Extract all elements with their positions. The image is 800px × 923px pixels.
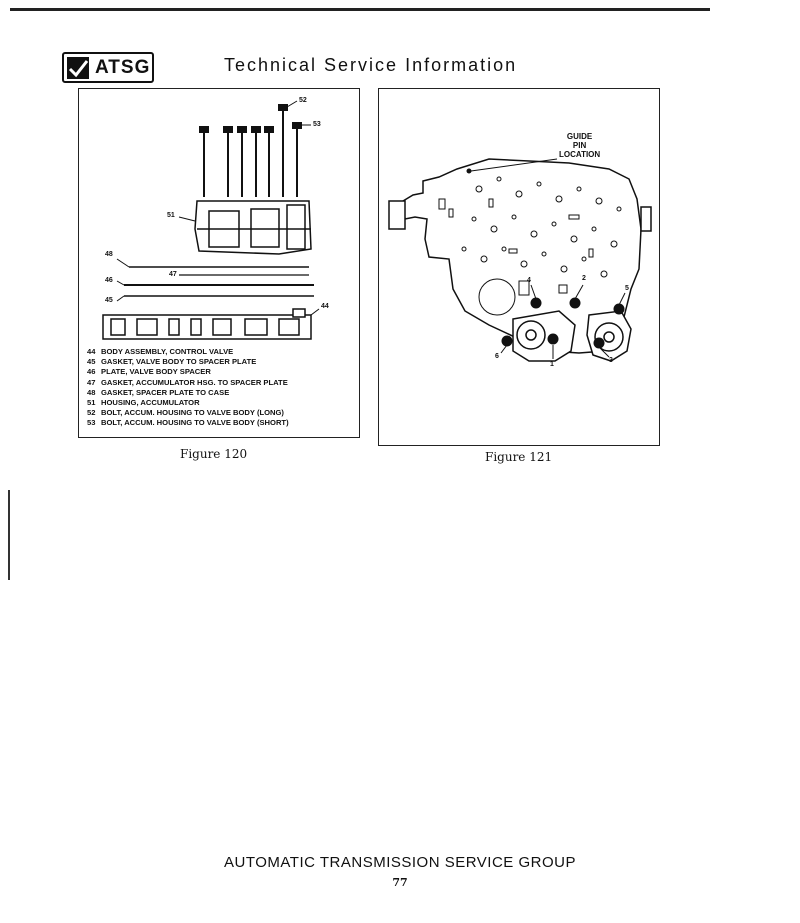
callout-6: 6 — [495, 353, 499, 360]
top-rule — [10, 8, 710, 11]
legend-row: 51 HOUSING, ACCUMULATOR — [87, 398, 200, 408]
page-title: Technical Service Information — [224, 55, 518, 75]
figure-121 — [378, 88, 660, 446]
page-number: 77 — [392, 876, 408, 889]
callout-1: 1 — [550, 361, 554, 368]
legend-row: 53 BOLT, ACCUM. HOUSING TO VALVE BODY (SHORT) — [87, 418, 289, 428]
logo-text: ATSG — [95, 56, 151, 78]
callout-4: 4 — [527, 277, 531, 284]
legend-row: 52 BOLT, ACCUM. HOUSING TO VALVE BODY (LONG) — [87, 408, 284, 418]
figure-120-caption: Figure 120 — [180, 447, 248, 461]
footer-title: AUTOMATIC TRANSMISSION SERVICE GROUP — [224, 854, 576, 871]
legend-row: 46 PLATE, VALVE BODY SPACER — [87, 367, 211, 377]
callout-44: 44 — [321, 303, 329, 310]
figure-121-caption: Figure 121 — [485, 450, 553, 464]
valve-body-diagram — [379, 89, 659, 445]
callout-45: 45 — [105, 297, 113, 304]
checkmark-icon — [67, 57, 89, 79]
guide-pin-label: GUIDE PIN LOCATION — [559, 132, 601, 159]
callout-52: 52 — [299, 97, 307, 104]
legend-row: 48 GASKET, SPACER PLATE TO CASE — [87, 387, 230, 397]
callout-48: 48 — [105, 251, 113, 258]
parts-legend — [87, 347, 289, 429]
legend-row: 44 BODY ASSEMBLY, CONTROL VALVE — [87, 347, 234, 356]
callout-47: 47 — [169, 271, 177, 278]
legend-row: 47 GASKET, ACCUMULATOR HSG. TO SPACER PLATE — [87, 377, 288, 387]
callout-3: 3 — [609, 357, 613, 364]
callout-2: 2 — [582, 275, 586, 282]
callout-46: 46 — [105, 277, 113, 284]
atsg-logo — [62, 52, 154, 83]
legend-row: 45 GASKET, VALVE BODY TO SPACER PLATE — [87, 357, 257, 367]
callout-53: 53 — [313, 121, 321, 128]
callout-5: 5 — [625, 285, 629, 292]
figure-120 — [78, 88, 360, 438]
margin-mark — [8, 490, 10, 580]
callout-51: 51 — [167, 212, 175, 219]
